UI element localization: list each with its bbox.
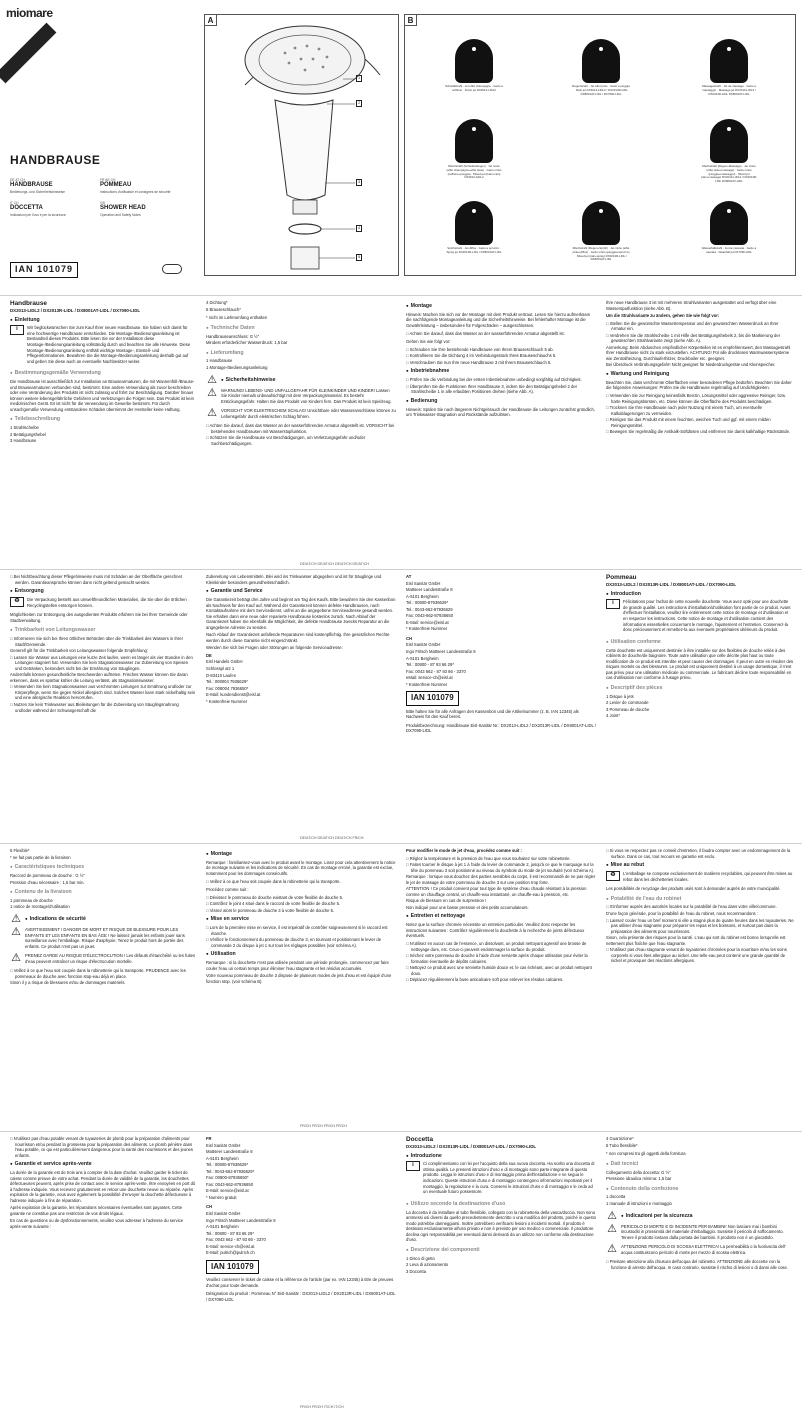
- heading-safety: ● Sicherheitshinweise: [221, 377, 276, 384]
- column: [606, 846, 794, 1119]
- column: [206, 298, 396, 557]
- part-item: 5 Tubo flessibile*: [606, 1142, 638, 1148]
- part-item: 1 Disco di getto: [406, 1255, 435, 1261]
- part-item: 3 Doccetta: [406, 1268, 427, 1274]
- page-de-2: [0, 572, 802, 844]
- part-item: 1 Strahlscheibe: [10, 425, 39, 431]
- cover-page: [0, 0, 802, 296]
- heading-parts: ● Teilebeschreibung: [10, 416, 196, 423]
- column: [406, 298, 596, 557]
- warranty-text: Die Garantiezeit beträgt drei Jahre und beginnt am Tag des Kaufs. Bitte bewahren Sie den Kassenbon als Nachweis für den Kauf auf. Während der Garantiezeit können defekte Handbrausen, nach Kontaktaufnahme mit dem Servicedienst, unfrei an die angegebene Serviceadresse gesandt werden. Sie erhalten dann eine neue oder reparierte Handbrause kostenlos zurück. Nach Ablauf der Garantiezeit haben Sie ebenfalls die Möglichkeit, die defekte Handbrause zwecks Reparatur an die angegebene Adresse zu senden.: [206, 596, 396, 630]
- tech-item: Raccord de pommeau de douche : G ½": [10, 872, 85, 878]
- water-item: □ Lassen Sie Wasser aus Leitungen eine kurze Zeit laufen, wenn es länger als vier Stunden in den Leitungen stagniert hat. Verwenden Sie kein Stagnationswasser zur Zubereitung von Speisen und Getränken, besonders nicht bei der Ernährung von Säuglingen.: [10, 655, 196, 672]
- warranty-text: La durée de la garantie est de trois ans à compter de la date d'achat. Veuillez garder le ticket de caisse comme preuve de votre achat. Pendant la durée de validité de la garantie, les douchettes défectueuses peuvent, après prise de contact avec le service après-vente, être envoyées en port dû à l'adresse indiquée. Vous recevrez gratuitement en retour une douchette neuve ou réparée. Après expiration de la garantie, vous avez également la possibilité d'envoyer la douchette défectueuse à l'adresse indiquée à fins de réparation.: [10, 1170, 196, 1203]
- care-text: □ Bei Nichtbeachtung dieser Pflegehinweise muss mit Schäden an der Oberfläche gerechnet werden. Garantieansprüche können dann nicht geltend gemacht werden.: [10, 574, 196, 585]
- page-fr-it: [0, 1134, 802, 1412]
- heading-mounting: ● Montage: [406, 303, 596, 310]
- model-list: DX2013-LIDL2 / DX2013R-LIDL / DX8001AT-LIDL / DX7090-LIDL: [10, 307, 141, 313]
- address-at: AT Eisl Sanitär GmbH Mattseer Landesstraße 8 A-5101 Bergheim Tel.: 00800-87936629* Tel.: 0043-662-87936629 Fax: 0043-662-87936650 E-Mail: service@eisl.at * Kostenfreie Nummer: [406, 574, 454, 632]
- spray-mode: Mischstrahl (Regen+Sprüh) · Jet mixte (effet pluie+diffus) · Getto misto (pioggia+spruzzo) · Mixed jet (rain+spray) DX2013R-LIDL / DX8001AT-LIDL: [572, 201, 630, 262]
- column: [10, 298, 196, 557]
- address-fr: FR Eisl Sanitär GmbH Mattseer Landesstraße 8 A-5101 Bergheim Tel.: 00800-87936629* Tel.: 0043-662-87936629* Fax: 00800-87936650* Fax: 0043-662-87936650 E-Mail: service@eisl.at * Numéro gratuit: [206, 1136, 255, 1200]
- spray-mode: Mischstrahl (Regen+Massage) · Jet mixte (effet pluie+massage) · Getto misto (pioggia+massaggio) · Mixed jet (rain+massage) DX2013-LIDL2 / DX2013R-LIDL DX8001AT-LIDL: [700, 119, 758, 184]
- safety-text: AVERTISSEMENT ! DANGER DE MORT ET RISQUE DE BLESSURE POUR LES ENFANTS ET LES ENFANTS EN BAS ÂGE ! Ne laissez jamais les enfants jouer sans surveillance avec l'emballage. Risque d'asphyxie. Tenez le produit hors de portée des enfants. Ce produit n'est pas un jouet.: [25, 927, 185, 949]
- water-text: □ N'utilisez pas d'eau potable venant de tuyauteries de plomb pour la préparation d'aliments pour nourrisson et/ou pendant la grossesse pour la préparation des aliments. Le plomb pénètre dans l'eau potable, ce qui est particulièrement dangereux pour la santé des nourrissons et des jeunes enfants.: [10, 1136, 196, 1158]
- operation-text: Remarque : si la douchette n'est pas utilisée pendant une période prolongée, commencez par faire couler l'eau un certain temps pour éliminer l'eau stagnante et les résidus accumulés.: [206, 960, 389, 971]
- warranty-text: Wenden Sie sich bei Fragen oder Störungen an folgende Serviceadresse:: [206, 645, 343, 651]
- callout-4: 4: [358, 226, 361, 230]
- warning-triangle-icon: ⚠: [207, 373, 217, 386]
- heading-startup: ● Inbetriebnahme: [406, 368, 596, 375]
- ian-box: IAN 101079: [206, 1260, 259, 1275]
- heading-delivery: ● Contenuto della confezione: [606, 1186, 794, 1193]
- delivery-item: 1 doccetta: [606, 1194, 626, 1200]
- care-item: □ Trocknen Sie Ihre Handbrause nach jeder Nutzung mit einem Tuch, um eventuelle Kalkablagerungen zu vermeiden.: [606, 405, 794, 416]
- warning-triangle-icon: ⚠: [607, 1243, 617, 1256]
- column: [406, 846, 596, 1119]
- warning-triangle-icon: ⚠: [607, 1222, 617, 1235]
- product-designation: Désignation du produit : Pommeau N° Eisl-Sanitär : DX2013-LIDL2 / DX2013R-LIDL / DX8001AT-LIDL / DX7090-LIDL: [206, 1291, 396, 1303]
- step-item: □ Dévissez le pommeau de douche existant de votre flexible de douche 5.: [206, 895, 396, 901]
- column: [206, 572, 396, 831]
- heading-use: ● Utilizzo secondo la destinazione d'uso: [406, 1201, 596, 1208]
- tech-item: Handbrauseanschluss: G ½": [206, 333, 260, 339]
- footnote: * ne fait pas partie de la livraison: [10, 854, 71, 860]
- step-item: □ Stellen Sie die gewünschte Wassertemperatur und den gewünschten Wasserdruck an Ihrer Armatur ein.: [606, 321, 794, 332]
- care-item: □ Reinigen Sie das Produkt mit einem feuchten, weichen Tuch und ggf. mit einem milden Reinigungsmittel.: [606, 417, 794, 428]
- mounting-text: □ Achten Sie darauf, dass das Wasser an der wasserführenden Armatur abgestellt ist.: [406, 331, 596, 337]
- warning-triangle-icon: ⚠: [11, 913, 21, 925]
- intro-text: Wir beglückwünschen Sie zum Kauf Ihrer neuen Handbrause. Sie haben sich damit für eine hochwertige Handbrause entschieden. Die Montage-/Bedienungsanleitung ist Bestandteil dieses Produkts. Bitte lesen Sie vor der Installation diese Montage-/Bedienungsanleitung vollständig durch und beachten Sie alle Hinweise. Diese Montage-/Bedienungsanleitung enthält wichtige Montage-, Einstell- und Pflegeinformationen. Bewahren Sie die Montage-/Bedienungsanleitung deshalb gut auf und geben Sie diese auch an eventuelle Nachbesitzer weiter.: [27, 325, 191, 364]
- care-item: □ Bewegen Sie regelmäßig die Antikalk-Softdüsen und entfernen Sie damit kalkhaltige Rückstände.: [606, 429, 794, 435]
- step-item: □ Réglez la température et la pression de l'eau que vous souhaitez sur votre robinetterie.: [406, 856, 596, 862]
- operation-text: Votre nouveau pommeau de douche 3 dispose de plusieurs modes de jets d'eau et est équipé d'une fonction stop. (voir schéma B).: [206, 973, 392, 984]
- language-list: [10, 178, 200, 217]
- callout-2: 2: [358, 101, 361, 105]
- safety-text: PRENEZ GARDE AU RISQUE D'ÉLECTROCUTION ! Les défauts d'étanchéité ou les fuites d'eau peuvent entraîner un risque d'électrocution mortelle.: [25, 953, 196, 964]
- water-item: D'une façon générale, pour la potabilité de l'eau du robinet, nous recommandons :: [606, 911, 758, 916]
- disposal-text: L'emballage se compose exclusivement de matières recyclables, qui peuvent être mises au rebut dans les déchetteries locales.: [623, 870, 793, 882]
- mounting-text: □ Veillez à ce que l'eau soit coupée dans la robinetterie qui la transporte.: [206, 879, 396, 885]
- lang-it: IT CH DOCCETTA Indicazioni per l'uso e per la sicurezza: [10, 200, 66, 217]
- shower-head-drawing: [205, 15, 400, 277]
- step-item: □ Contrôlez le joint 4 situé dans le raccord de votre flexible de douche 5.: [206, 901, 396, 907]
- care-item: □ Séchez votre pommeau de douche à l'aide d'une serviette après chaque utilisation pour éviter la formation éventuelle de dépôts calcaires.: [406, 953, 596, 964]
- column: [606, 572, 794, 831]
- part-item: 2 Levier de commande: [606, 700, 649, 706]
- care-text: Notez que la surface chromée nécessite un entretien particulier. Veuillez donc respecter les instructions suivantes : Contrôlez régulièrement la douchette à la recherche de joints défectueux éventuels.: [406, 922, 585, 939]
- safety-text: □ Prestare attenzione alla chiusura dell'acqua del rubinetto. ATTENZIONE alle doccette con la funzione di arresto dell'acqua. In caso contrario, sussiste il rischio di lesioni o di danni alle cose.: [606, 1259, 794, 1270]
- info-book-icon: i: [606, 599, 620, 609]
- water-item: □ Verwenden Sie kein Stagnationswasser aus verchromten Leitungen zur Ernährung und/oder zur Körperpflege, wenn Sie gegen Nickel allergisch sind. Solches Wasser kann stark nickelhaltig sein und eine allergische Reaktion hervorrufen.: [10, 684, 196, 701]
- delivery-item: 1 manuale di istruzioni e montaggio: [606, 1201, 672, 1206]
- warning-triangle-icon: ⚠: [207, 407, 217, 420]
- delivery-item: 1 notice de montage/d'utilisation: [10, 904, 70, 910]
- figure-b: [404, 14, 796, 276]
- operation-text: Ihre neue Handbrause 3 ist mit mehreren Strahlvarianten ausgestattet und verfügt über eine Wassersparfunktion (siehe Abb. B).: [606, 300, 777, 311]
- step-item: Remarque : lorsque vous douchez des parties sensibles du corps, il est recommandé de ne pas régler le jet de massage de votre pommeau de douche 3 sur une position trop forte.: [406, 874, 596, 885]
- footnote: * nicht im Lieferumfang enthalten: [206, 315, 268, 321]
- column: [206, 846, 396, 1119]
- heading-operation: ● Utilisation: [206, 951, 396, 958]
- section-title: Doccetta: [406, 1136, 433, 1143]
- page-footer: DE/AT/CH DE/AT/CH DE/AT/CH DE/AT/CH: [300, 562, 370, 567]
- heading-intro: ● Introduzione: [406, 1153, 596, 1160]
- step-item: □ Schrauben Sie Ihre bestehende Handbrause von Ihrem Brauseschlauch 5 ab.: [406, 347, 596, 353]
- step-item: □ Kontrollieren Sie die Dichtung 4 im Verbindungsstück Ihres Brauseschlauchs 5.: [406, 353, 596, 359]
- water-item: □ Informieren Sie sich bei Ihren örtlichen Behörden über die Trinkbarkeit des Wassers in Ihrer Stadt/Gemeinde.: [10, 636, 196, 647]
- step-item: Risque de blessure en cas de surpression !: [406, 898, 487, 904]
- step-item: ATTENTION ! Ce produit convient pour tout type de système d'eau chaude résistant à la pression comme un chauffage central, un chauffe-eau instantané, un chauffe-eau à pression, etc.: [406, 886, 587, 897]
- callout-1: 1: [358, 76, 361, 80]
- care-text: □ Si vous ne respectez pas ce conseil d'entretien, il faudra compter avec un endommagement de la surface. Dans ce cas, tout recours en garantie est exclu.: [606, 848, 794, 859]
- safety-text: PERICOLO DI MORTE E DI INCIDENTE PER BAMBINI! Non lasciare mai i bambini incustoditi in prossimità del materiale d'imballaggio. Sussiste il pericolo di soffocamento. Tenere il prodotto lontano dalla portata dei bambini. Il prodotto non è un giocattolo.: [621, 1223, 784, 1240]
- tech-item: Pressione idraulica minima: 1,5 bar: [606, 1176, 672, 1182]
- spray-mode: Wasserfallstrahl · Jet de cascade · Getto a cascata · Waterfall jet DX7090-LIDL: [700, 201, 758, 255]
- warning-triangle-icon: ⚠: [11, 952, 21, 965]
- step-item: Non indiqué pour une basse pression et des petits accumulateurs.: [406, 904, 529, 910]
- heading-intro: ● Einleitung: [10, 317, 196, 324]
- heading-drinking-water: ● Trinkbarkeit von Leitungswasser: [10, 627, 196, 634]
- column: [10, 1134, 196, 1400]
- subheading: Pour modifier le mode de jet d'eau, procédez comme suit :: [406, 848, 522, 853]
- delivery-item: 1 Montage-/Bedienungsanleitung: [206, 365, 268, 370]
- brand-logo: miomare: [6, 6, 53, 20]
- water-item: Andernfalls können gesundheitliche Beschwerden auftreten. Frisches Wasser können Sie daran erkennen, dass es spürbar kühler die Leitung verlässt, als Stagnationswasser.: [10, 672, 188, 683]
- figure-a-label: A: [205, 15, 217, 26]
- use-text: La doccetta è da installare al tubo flessibile, collegato con la rubinetteria della vasca/doccia. Non sono ammessi usi diversi da quello precedentemente descritto o una modifica del prodotto, poiché in questo modo potrebbe danneggiarsi. Inoltre potrebbero verificarsi lesioni o incidenti mortali. Il prodotto è destinato esclusivamente all'uso privato e non è previsto per uso medico o commerciale. Il produttore declina ogni responsabilità per eventuali danni derivanti da un utilizzo non conforme alla destinazione d'uso.: [406, 1209, 596, 1243]
- heading-operation: ● Bedienung: [406, 398, 596, 405]
- safety-text: VORSICHT VOR ELEKTRISCHEM SCHLAG! Unsichtbare oder Wasseranschlüsse können zu Lebensgefahr durch elektrischen Schlag führen.: [221, 408, 396, 419]
- callout-3: 3: [358, 180, 361, 184]
- part-item: 1 Disque à jets: [606, 693, 634, 699]
- disposal-text: Die Verpackung besteht aus umweltfreundlichen Materialien, die Sie über die örtlichen Recyclingstellen entsorgen können.: [27, 596, 187, 608]
- warning-triangle-icon: ⚠: [11, 926, 21, 938]
- safety-text: □ Veillez à ce que l'eau soit coupée dans la robinetterie qui la transporte. PRUDENCE avec les pommeaux de douche avec fonction stop-eau déjà en place.: [10, 968, 196, 979]
- spray-mode: Schwallstrahl · Jet effet champagne · Getto a soffione · Foam jet DX2013-LIDL2: [445, 39, 503, 93]
- figure-b-label: B: [405, 15, 417, 26]
- part-item: 5 Flexible*: [10, 848, 30, 853]
- part-item: 3 Handbrause: [10, 438, 37, 444]
- column: [606, 1134, 794, 1400]
- page-de-1: [0, 298, 802, 570]
- care-item: □ Verwenden Sie zur Reinigung keinesfalls Benzin, Lösungsmittel oder aggressive Reiniger, bzw. harte Reinigungsbürsten, etc. Diese können die Oberfläche des Produkts beschädigen.: [606, 393, 794, 404]
- column: [10, 846, 196, 1119]
- info-book-icon: i: [406, 1161, 420, 1171]
- model-list: DX2013-LIDL2 / DX2013R-LIDL / DX8001AT-LIDL / DX7090-LIDL: [606, 581, 737, 587]
- startup-item: □ Lors de la première mise en service, il est impératif de contrôler soigneusement si le raccord est étanche.: [206, 925, 396, 936]
- figure-a: [204, 14, 399, 276]
- heading-tech: ● Technische Daten: [206, 325, 396, 332]
- care-item: □ N'utilisez en aucun cas de l'essence, un dissolvant, un produit nettoyant agressif une brosse de nettoyage dure, etc. Ceux-ci peuvent endommager la surface du produit.: [406, 941, 596, 952]
- heading-parts: ● Descrizione dei componenti: [406, 1247, 596, 1254]
- startup-item: □ Überprüfen Sie die Funktionen Ihrer Handbrause 3, indem Sie den Betätigungshebel 2 der Strahlscheibe 1 in alle erlaubten Positionen drehen (siehe Abb. A).: [406, 384, 596, 395]
- heading-use: ● Utilisation conforme: [606, 639, 794, 646]
- corner-ribbon: [0, 23, 56, 84]
- step-item: □ Faites tourner le disque à jet 1 à l'aide du levier de commande 2, jusqu'à ce que le marquage sur la tête du pommeau 3 soit positionné au niveau du symbole du mode de jet souhaité (voir schéma A).: [406, 862, 596, 873]
- heading-disposal: ● Mise au rebut: [606, 862, 794, 869]
- water-item: □ Laissez couler l'eau un bref moment si elle a stagné plus de quatre heures dans les tuyauteries. Ne pas utiliser d'eau stagnante pour préparer les repas et les boissons, et surtout pas dans la préparation des aliments pour nourrissons.: [606, 918, 794, 935]
- intro-text: Félicitations pour l'achat de cette nouvelle douchette. Vous avez opté pour une douchette de grande qualité. Les instructions d'installation/d'utilisation font partie de ce produit. Avant d'effectuer l'installation, veuillez lire entièrement cette notice de montage et d'utilisation et en respecter les instructions. Cette notice de montage et d'utilisation contient des informations essentielles concernant le montage, l'ajustement et l'entretien. Conservez-la donc précieusement et remettez-la aux éventuels propriétaires ultérieurs du produit.: [623, 599, 791, 633]
- use-text: Die Handbrause ist ausschließlich zur Installation an Brausearmaturen, die mit Wannenfüll-/Brause- und Brausearmaturen verbunden sind, bestimmt. Eine andere Verwendung als zuvor beschrieben oder eine Veränderung des Produkts ist nicht zulässig und führt zur Beschädigung. Darüber hinaus können weitere lebensgefährliche Gefahren und Verletzungen die Folgen sein. Das Produkt ist kein medizinisches Gerät. Es ist nicht für die Verwendung im Gewerbe bestimmt. Für durch unsachgemäße Verwendung entstandene Schäden übernimmt der Hersteller keine Haftung.: [10, 379, 195, 412]
- startup-item: □ Vérifiez le fonctionnement du pommeau de douche 3, en tournant et positionnant le levier de commande 2 du disque à jet 1 sur tous les réglages possibles (voir schéma A).: [206, 937, 396, 948]
- warranty-text: Nach Ablauf der Garantiezeit anfallende Reparaturen sind kostenpflichtig. Ihre gesetzlichen Rechte werden durch diese Garantie nicht eingeschränkt.: [206, 632, 390, 643]
- disposal-text: Möglichkeiten zur Entsorgung des ausgedienten Produkts erfahren Sie bei Ihrer Gemeinde oder Stadtverwaltung.: [10, 612, 188, 623]
- ian-box: IAN 101079: [10, 262, 78, 278]
- ian-text: Bitte halten Sie für alle Anfragen den Kassenbon und die Artikelnummer (z. B. IAN 12345) als Nachweis für den Kauf bereit.: [406, 708, 579, 720]
- lang-fr: FR BE CH POMMEAU Instructions d'utilisation et consignes de sécurité: [100, 178, 171, 195]
- part-item: 3 Pommeau de douche: [606, 706, 650, 712]
- footnote: * non compresi tra gli oggetti della fornitura: [606, 1151, 686, 1157]
- operation-text: Hinweis: Spülen Sie nach längerem Nichtgebrauch der Handbrause die Leitungen zunächst gründlich, um Trinkwasser-Stagnation und Rückstände aufzulösen.: [406, 406, 596, 418]
- column: [606, 298, 794, 557]
- safety-text: Sinon il y a risque de blessures et/ou de dommages matériels.: [10, 980, 126, 986]
- startup-item: □ Prüfen Sie die Verbindung bei der ersten Inbetriebnahme unbedingt sorgfältig auf Dichtigkeit.: [406, 377, 596, 383]
- spray-mode: Regenstrahl · Jet effet pluie · Getto a pioggia · Rain jet DX2013-LIDL2 / DX2013R-LIDL DX8001AT-LIDL / DX7090-LIDL: [572, 39, 630, 96]
- subheading: Um die Strahlvariante zu ändern, gehen Sie wie folgt vor:: [606, 313, 720, 319]
- heading-safety: ● Indications de sécurité: [25, 916, 86, 923]
- heading-intro: ● Introduction: [606, 591, 794, 598]
- lidl-badge-icon: [162, 264, 182, 274]
- steps-intro: Procédez comme suit :: [206, 887, 249, 893]
- step-item: Anmerkung: Beim Abduschen empfindlicher Körperteilen ist es empfehlenswert, den Massagestrahl Ihrer Handbrause nicht zu stark einzustellen. ACHTUNG! Für alle drucklosen Warmwassersysteme wie Zentralheizung, Durchlauferhitzer, Druckboiler etc. geeignet.: [606, 344, 791, 361]
- product-designation: Produktbezeichnung: Handbrause Eisl-Sanitär Nr.: DX2013-LIDL2 / DX2013R-LIDL / DX8001AT-LIDL / DX7090-LIDL: [406, 722, 596, 734]
- water-item: □ N'utilisez pas d'eau stagnante venant de tuyauteries chromées pour la nourriture et/ou les soins corporels si vous êtes allergique au nickel. Une telle eau peut contenir une grande quantité de nickel et provoquer des réactions allergiques.: [606, 947, 794, 964]
- heading-parts: ● Descriptif des pièces: [606, 685, 794, 692]
- lang-gb: GB SHOWER HEAD Operation and Safety Notes: [100, 200, 146, 217]
- warranty-text: Après expiration de la garantie, les réparations nécessaires éventuelles sont payantes. Cette garantie ne constitue pas une restriction de vos droits légaux.: [10, 1205, 183, 1216]
- recycle-icon: ♻: [10, 597, 24, 607]
- mounting-text: Remarque : familiarisez-vous avec le produit avant le montage. Lisez pour cela attentivement la notice de montage suivante et les indications de sécurité. En cas de montage erroné, la garantie est exclue, notamment pour les dommages consécutifs.: [206, 859, 396, 876]
- part-item: 5 Brauseschlauch*: [206, 306, 241, 312]
- callout-5: 5: [358, 255, 361, 259]
- ian-text: Veuillez conserver le ticket de caisse et la référence de l'article (par ex. IAN 12345) à titre de preuves d'achat pour toute demande.: [206, 1277, 394, 1288]
- heading-tech: ● Caractéristiques techniques: [10, 864, 196, 871]
- water-item: □ S'informer auprès des autorités locales sur la potabilité de l'eau dans votre ville/commune.: [606, 904, 794, 910]
- step-item: □ Verdrehen Sie die Strahlscheibe 1 mit Hilfe des Betätigungshebels 2, bis die Markierung der gewünschten Strahlvariante zeigt (siehe Abb. A).: [606, 333, 794, 344]
- spray-mode: Mischstrahl (Schwall+Regen) · Jet mixte (effet champagne+effet pluie) · Getto misto (soffione+pioggia) · Mixed jet (foam+rain) DX2013-LIDL2: [445, 119, 503, 180]
- spray-mode: Massagestrahl · Jet de massage · Getto a massaggio · Massage jet DX2013-LIDL2 / DX2013R-LIDL DX8001AT-LIDL: [700, 39, 758, 96]
- column: [406, 1134, 596, 1400]
- column: [10, 572, 196, 831]
- warning-triangle-icon: ⚠: [607, 1209, 617, 1222]
- disposal-text: Les possibilités de recyclage des produits usés sont à demander auprès de votre municipalité.: [606, 886, 781, 892]
- column: [406, 572, 596, 831]
- heading-use: ● Bestimmungsgemäße Verwendung: [10, 370, 196, 377]
- delivery-item: 1 Handbrause: [206, 358, 233, 364]
- cover-title: HANDBRAUSE: [10, 153, 101, 167]
- heading-startup: ● Mise en service: [206, 916, 396, 923]
- recycle-icon: ♻: [606, 871, 620, 881]
- address-de: DE Eisl Handels GmbH Schlosspl atz 1 D-83410 Laufen Tel.: 008004 7936629* Fax: 008004 7936650* E-Mail: kundendienst@eisl.at * Kostenfreie Nummer: [206, 652, 261, 704]
- part-item: 4 Dichtung*: [206, 300, 228, 305]
- address-ch: CH Eisl Sanitär GmbH Ingo Fritsch Mattseer Landesstraße 8 A-5101 Bergheim Tel.: 00800 - 87 93 66 29* Fax: 0043 662 - 87 93 66 - 3370 E-Mail: service-ch@eisl.at E-Mail: pulrich@pulrich.ch: [206, 1204, 276, 1256]
- page-fr: [0, 846, 802, 1132]
- heading-disposal: ● Entsorgung: [10, 588, 196, 595]
- part-item: 4 Guarnizione*: [606, 1136, 634, 1141]
- care-item: □ Déplacez régulièrement la buse anticalcaire soft pour enlever les résidus calcaires.: [406, 977, 596, 983]
- page-footer: FR/CH FR/CH FR/CH FR/CH: [300, 1124, 347, 1129]
- delivery-item: 1 pommeau de douche: [10, 897, 53, 903]
- warranty-text: En cas de questions ou de dysfonctionnements, veuillez vous adresser à l'adresse du service après-vente suivante :: [10, 1218, 184, 1229]
- water-item: Sinon, cela présente des risques pour la santé. L'eau qui sort du robinet est bonne lorsqu'elle est nettement plus fraîche que l'eau stagnante.: [606, 935, 786, 946]
- heading-tech: ● Dati tecnici: [606, 1161, 794, 1168]
- safety-text: ATTENZIONE PERICOLO DI SCOSSA ELETTRICA! La permeabilità o la fuoriuscita dell' acqua costituiscono pericolo di morte per mezzo di scossa elettrica.: [621, 1244, 786, 1255]
- intro-text: Ci complimentiamo con lei per l'acquisto della sua nuova doccetta. Ha scelto una doccetta di ottima qualità. Le presenti istruzioni d'uso e di montaggio sono parte integrante di questo prodotto. Legga le istruzioni d'uso e di montaggio prima dell'installazione e ne segua le indicazioni. Queste istruzioni d'uso e di montaggio contengono informazioni importanti per il montaggio, la regolazione e la cura. Conservi le istruzioni d'uso e di montaggio e le ceda ad un eventuale futuro possessore.: [423, 1161, 595, 1195]
- spray-mode: Sprühstrahl · Jet diffus · Getto a spruzzo · Spray jet DX2013R-LIDL / DX8001AT-LIDL: [445, 201, 503, 255]
- column: [206, 1134, 396, 1400]
- tech-item: Mindest erforderlicher Wasserdruck: 1,5 bar: [206, 340, 288, 346]
- use-text: Cette douchette est uniquement destinée à être installée sur des flexibles de douche reliés à des robinets de douche/de baignoire. Toute autre utilisation que celle décrite plus haut ou toute modification de ce produit est interdite et peut causer des dommages. Il peut en outre en résulter des risques mortels ou des blessures. Le produit est uniquement destiné à un usage domestique, il n'est pas prévu pour une utilisation médicale ou commerciale. Le fabricant décline toute responsabilité en cas d'utilisation non conforme à l'usage prévu.: [606, 647, 794, 681]
- tech-item: Pression d'eau nécessaire : 1,5 bar min.: [10, 879, 85, 885]
- heading-drinking-water: ● Potabilité de l'eau du robinet: [606, 896, 794, 903]
- safety-text: □ Achten Sie darauf, dass das Wasser an der wasserführenden Armatur abgestellt ist. VORSICHT bei bestehenden Handbrausen mit Wasserstopfunktion.: [206, 423, 396, 434]
- water-item: Generell gilt für die Trinkbarkeit von Leitungswasser folgende Empfehlung:: [10, 648, 149, 654]
- section-title: Pommeau: [606, 574, 637, 581]
- heading-warranty: ● Garantie und Service: [206, 588, 396, 595]
- part-item: 2 Betätigungshebel: [10, 431, 46, 437]
- part-item: 4 Joint*: [606, 713, 620, 719]
- water-item: □ Nutzen Sie kein Trinkwasser aus Bleileitungen für die Zubereitung von Säuglingsnahrung und/oder während der Schwangerschaft die: [10, 702, 196, 713]
- tech-item: Collegamento della doccetta: G ½": [606, 1169, 671, 1175]
- heading-mounting: ● Montage: [206, 851, 396, 858]
- step-item: □ Vissez alors le pommeau de douche 3 à votre flexible de douche 5.: [206, 908, 396, 914]
- heading-safety: ● Indicazioni per la sicurezza: [621, 1213, 693, 1220]
- care-text: Beachten Sie, dass verchromte Oberflächen einer besonderen Pflege bedürfen. Beachten Sie daher die folgenden Anweisungen: Prüfen Sie die Handbrause regelmäßig auf Undichtigkeiten.: [606, 379, 792, 391]
- steps-intro: Gehen Sie wie folgt vor:: [406, 339, 451, 345]
- lang-de: DE AT CH HANDBRAUSE Bedienungs- und Sicherheitshinweise: [10, 178, 65, 195]
- heading-care: ● Entretien et nettoyage: [406, 913, 596, 920]
- part-item: 2 Leva di azionamento: [406, 1262, 449, 1268]
- safety-text: □ Schützen Sie die Handbrause vor Beschädigungen, um Verletzungsgefahr und/oder Sachbeschädigungen.: [206, 435, 396, 446]
- care-item: □ Nettoyez ce produit avec une serviette humide douce et, le cas échéant, avec un produit nettoyant doux.: [406, 965, 596, 976]
- water-text: Zubereitung von Lebensmitteln. Blei wird ins Trinkwasser abgegeben und ist für Säuglinge und Kleinkinder besonders gesundheitsschädlich.: [206, 574, 382, 585]
- model-list: DX2013-LIDL2 / DX2013R-LIDL / DX8001AT-LIDL / DX7090-LIDL: [406, 1143, 537, 1149]
- heading-delivery: ● Lieferumfang: [206, 350, 396, 357]
- step-item: □ Verschrauben Sie nun Ihre neue Handbrause 3 mit Ihrem Brauseschlauch 5.: [406, 360, 596, 366]
- ian-box: IAN 101079: [406, 691, 459, 706]
- safety-text: WARNUNG! LEBENS- UND UNFALLGEFAHR FÜR KLEINKINDER UND KINDER! Lassen Sie Kinder niemals unbeaufsichtigt mit dem Verpackungsmaterial. Es besteht Erstickungsgefahr. Halten Sie das Produkt von Kindern fern. Das Produkt ist kein Spielzeug.: [221, 387, 392, 404]
- page-footer: DE/AT/CH DE/AT/CH DE/AT/CH FR/CH: [300, 836, 364, 841]
- page-footer: FR/CH FR/CH IT/CH IT/CH: [300, 1405, 344, 1410]
- step-item: Bei Überdruck Verbrühungsgefahr! Nicht geeignet für Niederdruckgeräte und Kleinspeicher.: [606, 362, 776, 368]
- heading-delivery: ● Contenu de la livraison: [10, 889, 196, 896]
- heading-care: ● Wartung und Reinigung: [606, 371, 794, 378]
- address-ch: CH Eisl Sanitär GmbH Ingo Fritsch Mattseer Landesstraße 8 A-5101 Bergheim Tel.: 00800 - 87 93 66 29* Fax: 0043 662 - 87 93 66 - 3370 eMail: service-ch@eisl.at * Kostenfreie Nummer: [406, 635, 476, 687]
- heading-warranty: ● Garantie et service après-vente: [10, 1161, 196, 1168]
- mounting-text: Hinweis: Machen Sie sich vor der Montage mit dem Produkt vertraut. Lesen Sie hierzu aufmerksam die nachfolgende Montageanleitung und die Sicherheitshinweise. Bei fehlerhafter Montage ist die Gewährleistung – insbesondere für Folgeschäden – ausgeschlossen.: [406, 311, 591, 328]
- warning-triangle-icon: ⚠: [207, 386, 217, 399]
- section-title: Handbrause: [10, 300, 47, 307]
- info-book-icon: i: [10, 325, 24, 335]
